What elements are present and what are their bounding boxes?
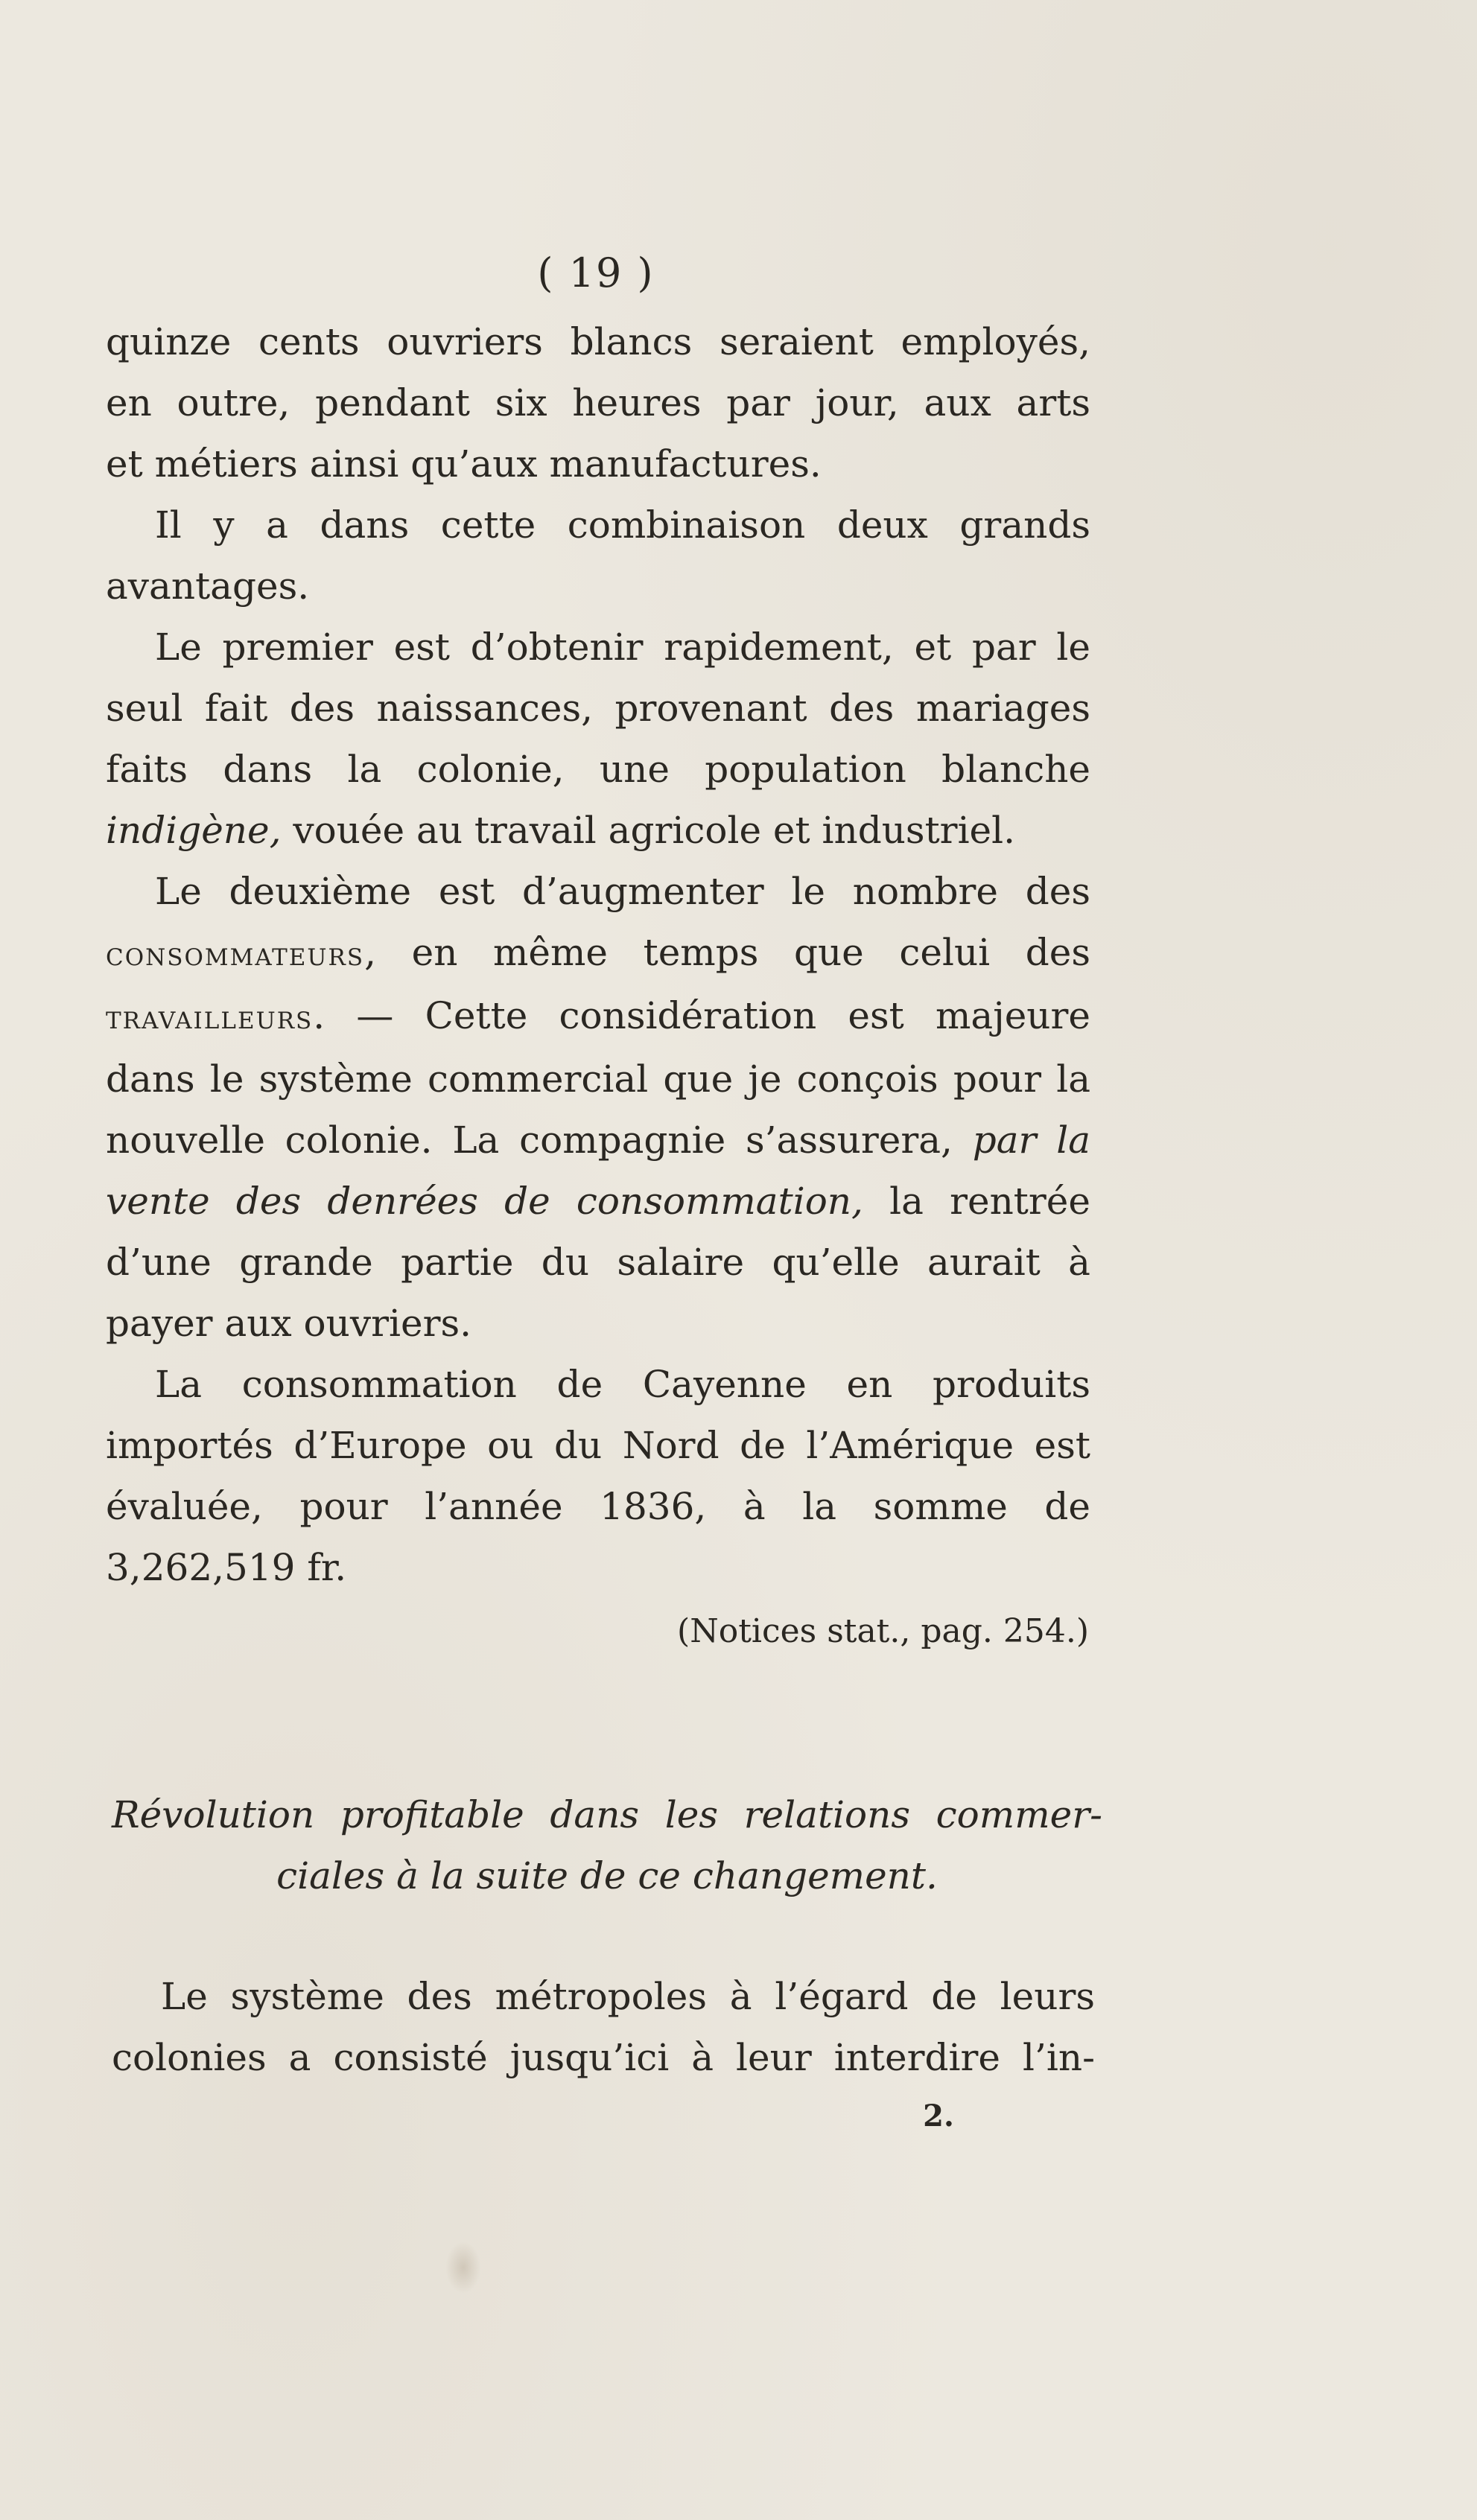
- main-text: [106, 311, 1090, 1662]
- paragraph-5: La consommation de Cayenne en produits importés d’Europe ou du Nord de l’Amérique est évaluée, pour l’année 1836, à la somme de 3,262,519 fr.: [106, 1363, 1090, 1589]
- paragraph-3-text-a: Le premier est d’obtenir rapidement, et par le seul fait des naissances, provenant des mariages faits dans la colonie, une population blanche: [106, 626, 1090, 791]
- section-heading-line-2: ciales à la suite de ce changement.: [276, 1854, 938, 1897]
- paragraph-1-line-2: en outre, pendant six heures par jour, aux arts: [106, 381, 1090, 424]
- paragraph-6: Le système des métropoles à l’égard de leurs colonies a consisté jusqu’ici à leur interdire l’in-: [112, 1975, 1095, 2079]
- paragraph-4-text-a: Le deuxième est d’augmenter le nombre des: [155, 870, 1090, 913]
- section-heading-line-1: Révolution profitable dans les relations commer-: [112, 1793, 1102, 1836]
- paragraph-1-line-3: et métiers ainsi qu’aux manufactures.: [106, 442, 822, 486]
- section-heading: [112, 1784, 1102, 1906]
- citation: (Notices stat., pag. 254.): [677, 1612, 1089, 1650]
- paragraph-1-line-1: quinze cents ouvriers blancs seraient employés,: [106, 320, 1090, 363]
- paragraph-4-text-c: . — Cette considération est majeure dans le système commercial que je conçois pour la nouvelle colonie. La compagnie s’assurera,: [106, 994, 1090, 1162]
- page-number: ( 19 ): [537, 249, 655, 296]
- paragraph-3-text-b: vouée au travail agricole et industriel.: [281, 809, 1016, 852]
- paragraph-4-italic: par la vente des denrées de consommation,: [106, 1119, 1090, 1223]
- paragraph-4-text-d: la rentrée d’une grande partie du salaire qu’elle aurait à payer aux ouvriers.: [106, 1180, 1090, 1345]
- paragraph-4-smallcaps-2: travailleurs: [106, 999, 314, 1037]
- paragraph-4-text-b: , en même temps que celui des: [364, 931, 1090, 974]
- paragraph-3-italic: indigène,: [106, 809, 282, 852]
- paragraph-4: [106, 861, 1090, 1354]
- paper-stain: [445, 2241, 481, 2294]
- paragraph-4-smallcaps-1: consommateurs: [106, 935, 365, 973]
- paragraph-3: [106, 617, 1090, 861]
- signature-mark: 2.: [923, 2099, 954, 2134]
- continuation-text: [112, 1966, 1095, 2088]
- paragraph-2: Il y a dans cette combinaison deux grands avantages.: [106, 503, 1090, 608]
